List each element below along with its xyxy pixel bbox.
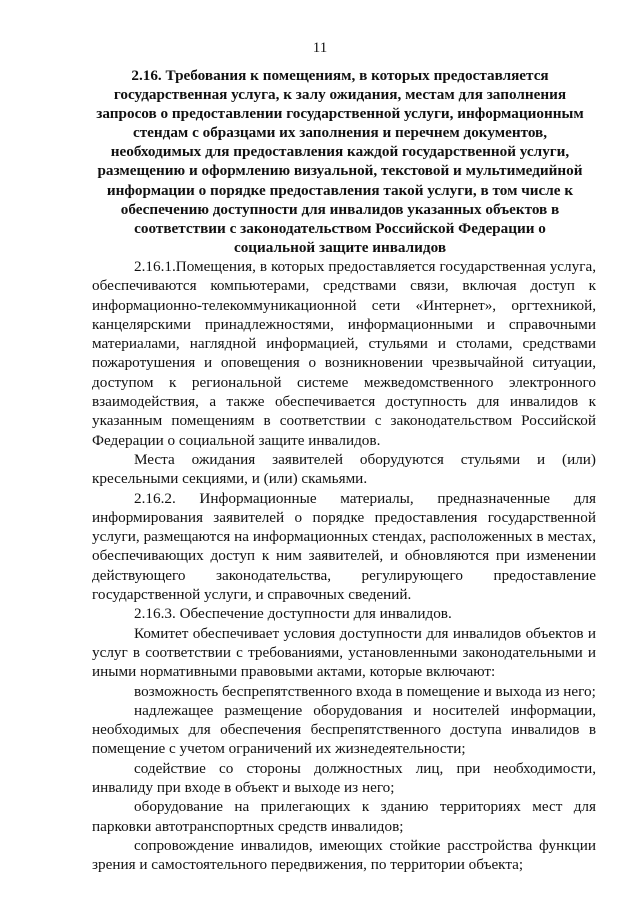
paragraph-2-16-1: 2.16.1.Помещения, в которых предоставляется государственная услуга, обеспечиваются компьютерами, средствами связи, включая доступ к информационно-телекоммуникационной сети «Интернет», оргтехникой, канцелярскими принадлежностями, информационными и справочными материалами, наглядной информацией, стульями и столами, средствами пожаротушения и оповещения о возникновении чрезвычайной ситуации, доступом к региональной системе межведомственного электронного взаимодействия, а также обеспечивается доступность для инвалидов к указанным помещениям в соответствии с законодательством Российской Федерации о социальной защите инвалидов. [92,258,596,449]
list-item-escort: сопровождение инвалидов, имеющих стойкие расстройства функции зрения и самостоятельного передвижения, по территории объекта; [92,836,596,874]
list-item-parking: оборудование на прилегающих к зданию территориях мест для парковки автотранспортных средств инвалидов; [92,798,596,835]
list-item-official-assistance: содействие со стороны должностных лиц, при необходимости, инвалиду при входе в объект и выходе из него; [92,759,596,797]
paragraph-2-16-2: 2.16.2. Информационные материалы, предназначенные для информирования заявителей о порядке предоставления государственной услуги, размещаются на информационных стендах, расположенных в местах, обеспечивающих доступ к ним заявителей, и обновляются при изменении действующего законодательства, регулирующего предоставление государственной услуги, и справочных сведений. [92,489,596,604]
body-text [92,257,596,875]
page-number: 11 [312,40,328,56]
paragraph-waiting-places: Места ожидания заявителей оборудуются стульями и (или) кресельными секциями, и (или) скамьями. [92,450,596,488]
paragraph-2-16-3: 2.16.3. Обеспечение доступности для инвалидов. [134,605,452,623]
section-heading: 2.16. Требования к помещениям, в которых предоставляется государственная услуга, к залу ожидания, местам для заполнения запросов о предоставлении государственной услуги, информационным стендам с образцами их заполнения и перечнем документов, необходимых для предоставления каждой государственной услуги, размещению и оформлению визуальной, текстовой и мультимедийной информации о порядке предоставления такой услуги, в том числе к обеспечению доступности для инвалидов указанных объектов в соответствии с законодательством Российской Федерации о социальной защите инвалидов [96,67,584,256]
paragraph-committee: Комитет обеспечивает условия доступности для инвалидов объектов и услуг в соответствии с требованиями, установленными законодательными и иными нормативными правовыми актами, которые включают: [92,624,596,681]
list-item-entry-exit: возможность беспрепятственного входа в помещение и выхода из него; [134,682,596,700]
list-item-equipment-placement: надлежащее размещение оборудования и носителей информации, необходимых для обеспечения беспрепятственного доступа инвалидов в помещение с учетом ограничений их жизнедеятельности; [92,701,596,758]
